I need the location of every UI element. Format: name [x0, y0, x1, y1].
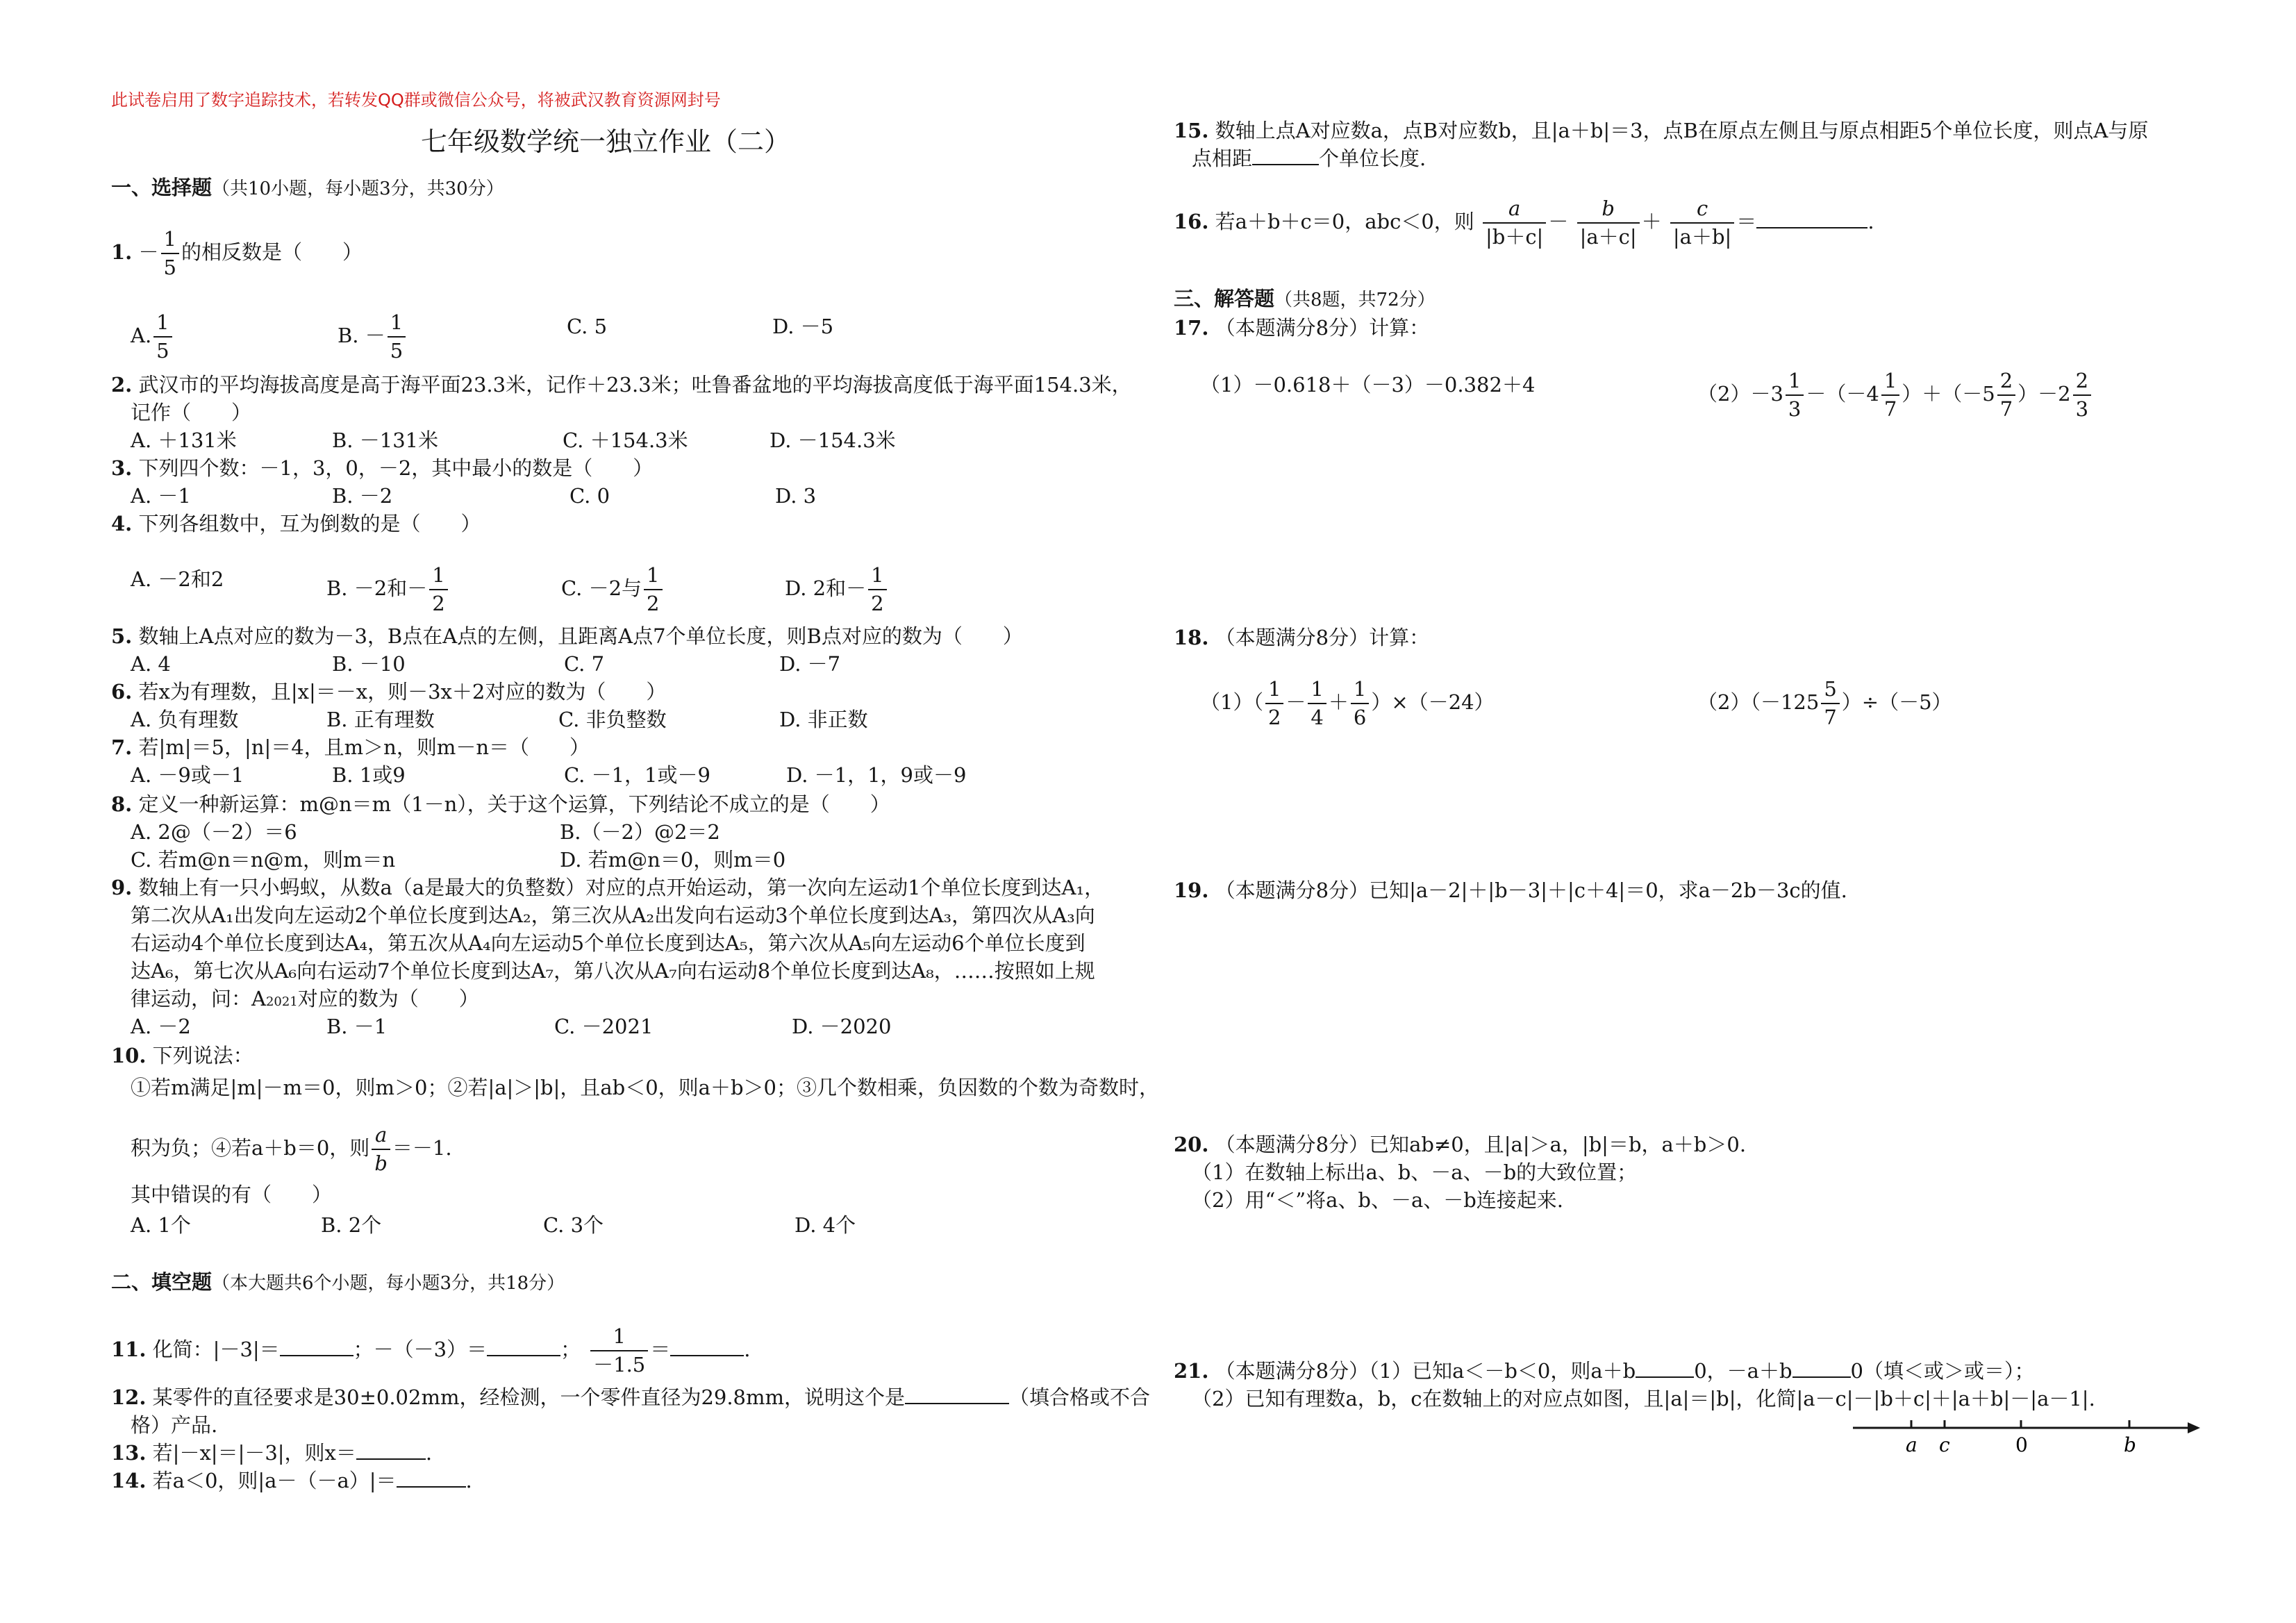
number-line-arrow: [2188, 1422, 2200, 1433]
section-1-title: 一、选择题: [111, 176, 213, 199]
q5-option-a[interactable]: A. 4: [131, 652, 171, 676]
q21-blank-2[interactable]: [1792, 1357, 1851, 1378]
q8-option-c[interactable]: C. 若m@n＝n@m，则m＝n: [131, 848, 396, 872]
q9-option-c[interactable]: C. －2021: [554, 1015, 654, 1038]
q6-option-a[interactable]: A. 负有理数: [131, 708, 239, 731]
section-1-note: （共10小题，每小题3分，共30分）: [212, 178, 504, 199]
q1-option-a[interactable]: A. $\frac{1}{5}$: [131, 313, 174, 361]
q9-option-a[interactable]: A. －2: [131, 1015, 191, 1038]
q2-option-b[interactable]: B. －131米: [332, 428, 439, 452]
q4-stem: 4. 下列各组数中，互为倒数的是（ ）: [111, 512, 481, 535]
label-a: a: [1906, 1433, 1918, 1456]
q8-option-b[interactable]: B.（－2）@2＝2: [560, 820, 720, 844]
q3-option-c[interactable]: C. 0: [569, 484, 610, 508]
q3-option-b[interactable]: B. －2: [332, 484, 393, 508]
label-c: c: [1939, 1433, 1950, 1456]
q4-option-a[interactable]: A. －2和2: [131, 567, 224, 591]
q18-stem: 18. （本题满分8分）计算：: [1174, 626, 1430, 649]
q15-stem-line1: 15. 数轴上点A对应数a，点B对应数b，且|a＋b|＝3，点B在原点左侧且与原点相距5个单位长度，则点A与原: [1174, 119, 2149, 142]
q9-stem-line3: 右运动4个单位长度到达A₄，第五次从A₄向左运动5个单位长度到达A₅，第六次从A₅向左运动6个单位长度到: [131, 931, 1085, 955]
q1-option-c[interactable]: C. 5: [567, 315, 608, 338]
q10-fraction: $\frac{a}{b}$: [372, 1125, 390, 1174]
q5-stem: 5. 数轴上A点对应的数为－3，B点在A点的左侧，且距离A点7个单位长度，则B点对应的数为（ ）: [111, 624, 1023, 648]
q8-stem: 8. 定义一种新运算：m@n＝m（1－n），关于这个运算，下列结论不成立的是（ ）: [111, 792, 890, 816]
q10-option-a[interactable]: A. 1个: [131, 1213, 191, 1237]
q5-option-d[interactable]: D. －7: [779, 652, 841, 676]
page-title: 七年级数学统一独立作业（二）: [421, 126, 791, 157]
section-3-heading: [1174, 285, 1436, 314]
q5-option-b[interactable]: B. －10: [332, 652, 406, 676]
q9-stem-line5: 律运动，问：A2021对应的数为（ ）: [131, 987, 479, 1010]
q9-stem-line2: 第二次从A₁出发向左运动2个单位长度到达A₂，第三次从A₂出发向右运动3个单位长度到达A₃，第四次从A₃向: [131, 904, 1095, 927]
q13-stem: 13. 若|－x|＝|－3|，则x＝ .: [111, 1439, 432, 1467]
q17-part-1: （1）－0.618＋（－3）－0.382＋4: [1200, 373, 1536, 397]
q8-option-a[interactable]: A. 2@（－2）＝6: [131, 820, 297, 844]
q4-option-b[interactable]: B. －2和－ $\frac{1}{2}$: [326, 565, 450, 614]
q11-fraction: $\frac{1}{-1.5}$: [590, 1326, 648, 1375]
q21-number-line: [1847, 1411, 2208, 1467]
q9-option-d[interactable]: D. －2020: [792, 1015, 892, 1038]
q8-option-d[interactable]: D. 若m@n＝0，则m＝0: [560, 848, 786, 872]
q11-blank-3[interactable]: [670, 1335, 744, 1356]
section-2-title: 二、填空题: [111, 1270, 213, 1294]
q18-part-1: （1）（ $\frac{1}{2}$ － $\frac{1}{4}$ ＋ $\frac{1}{6}$ ）×（－24）: [1200, 677, 1495, 729]
section-2-heading: [111, 1268, 565, 1297]
q16-stem: 16. 若a＋b＋c＝0，abc＜0，则 $\frac{a}{|b+c|}$ － $\frac{b}{|a+c|}$ ＋ $\frac{c}{|a+b|}$ ＝ .: [1174, 197, 1874, 249]
q2-option-a[interactable]: A. ＋131米: [131, 428, 237, 452]
q7-option-a[interactable]: A. －9或－1: [131, 763, 244, 787]
q12-blank[interactable]: [905, 1383, 1009, 1404]
q12-stem-line2: 格）产品.: [131, 1413, 218, 1437]
q4-option-d[interactable]: D. 2和－ $\frac{1}{2}$: [785, 565, 889, 614]
q10-statements-line2: 积为负；④若a＋b＝0，则 $\frac{a}{b}$ ＝－1.: [131, 1123, 452, 1175]
q7-option-c[interactable]: C. －1，1或－9: [564, 763, 710, 787]
q11-blank-1[interactable]: [280, 1335, 353, 1356]
tracking-notice: 此试卷启用了数字追踪技术，若转发QQ群或微信公众号，将被武汉教育资源网封号: [111, 90, 721, 110]
q10-stem: 10. 下列说法：: [111, 1044, 253, 1067]
q16-fraction-1: $\frac{a}{|b+c|}$: [1483, 199, 1546, 247]
q3-option-a[interactable]: A. －1: [131, 484, 191, 508]
q2-stem-line1: 2. 武汉市的平均海拔高度是高于海平面23.3米，记作＋23.3米；吐鲁番盆地的平均海拔高度低于海平面154.3米，: [111, 373, 1132, 397]
q10-option-c[interactable]: C. 3个: [543, 1213, 604, 1237]
section-3-note: （共8题，共72分）: [1274, 290, 1436, 310]
q15-blank[interactable]: [1252, 144, 1319, 165]
label-b: b: [2124, 1433, 2136, 1456]
section-3-title: 三、解答题: [1174, 287, 1275, 310]
q14-blank[interactable]: [397, 1467, 466, 1488]
q3-stem: 3. 下列四个数：－1，3，0，－2，其中最小的数是（ ）: [111, 456, 654, 480]
q10-stem-question: 其中错误的有（ ）: [131, 1183, 333, 1206]
q17-part-2: （2）－3 $\frac{1}{3}$ －（－4 $\frac{1}{7}$ ）＋（－5 $\frac{2}{7}$ ）－2 $\frac{2}{3}$: [1697, 371, 2093, 419]
q21-part-2: （2）已知有理数a，b，c在数轴上的对应点如图，且|a|＝|b|，化简|a－c|－|b＋c|＋|a＋b|－|a－1|.: [1192, 1387, 2095, 1410]
q1-number: 1.: [111, 240, 133, 264]
q10-option-d[interactable]: D. 4个: [795, 1213, 856, 1237]
q6-option-c[interactable]: C. 非负整数: [558, 708, 667, 731]
q7-option-d[interactable]: D. －1，1，9或－9: [786, 763, 967, 787]
q6-option-d[interactable]: D. 非正数: [779, 708, 868, 731]
q1-option-d[interactable]: D. －5: [772, 315, 834, 338]
q21-stem: 21. （本题满分8分）（1）已知a＜－b＜0，则a＋b 0，－a＋b 0（填＜或＞或＝）；: [1174, 1357, 2035, 1385]
q10-option-b[interactable]: B. 2个: [321, 1213, 382, 1237]
q7-stem: 7. 若|m|＝5，|n|＝4，且m＞n，则m－n＝（ ）: [111, 735, 590, 759]
q15-stem-line2: 点相距 个单位长度.: [1192, 144, 1426, 172]
q3-option-d[interactable]: D. 3: [775, 484, 817, 508]
q13-blank[interactable]: [356, 1439, 426, 1460]
q1-minus: －: [138, 240, 159, 264]
q1-stem: [111, 229, 363, 278]
q9-option-b[interactable]: B. －1: [326, 1015, 388, 1038]
q17-stem: 17. （本题满分8分）计算：: [1174, 316, 1430, 340]
q7-option-b[interactable]: B. 1或9: [332, 763, 406, 787]
q20-stem: 20. （本题满分8分）已知ab≠0，且|a|＞a，|b|＝b，a＋b＞0.: [1174, 1133, 1747, 1156]
q16-fraction-3: $\frac{c}{|a+b|}$: [1670, 199, 1734, 247]
q16-blank[interactable]: [1756, 208, 1867, 228]
q1-text: 的相反数是（ ）: [181, 240, 363, 264]
q14-stem: 14. 若a＜0，则|a－（－a）|＝ .: [111, 1467, 472, 1495]
label-0: 0: [2015, 1433, 2028, 1456]
q6-option-b[interactable]: B. 正有理数: [326, 708, 435, 731]
section-1-heading: [111, 174, 504, 203]
q9-stem-line1: 9. 数轴上有一只小蚂蚁，从数a（a是最大的负整数）对应的点开始运动，第一次向左运动1个单位长度到达A₁，: [111, 876, 1105, 899]
q4-option-c[interactable]: C. －2与 $\frac{1}{2}$: [561, 565, 665, 614]
q2-option-d[interactable]: D. －154.3米: [770, 428, 896, 452]
section-2-note: （本大题共6个小题，每小题3分，共18分）: [212, 1273, 565, 1294]
q16-fraction-2: $\frac{b}{|a+c|}$: [1577, 199, 1640, 247]
q18-part-2: （2）（－125 $\frac{5}{7}$ ）÷（－5）: [1697, 677, 1952, 729]
q5-option-c[interactable]: C. 7: [564, 652, 605, 676]
q21-blank-1[interactable]: [1636, 1357, 1694, 1378]
q6-stem: 6. 若x为有理数，且|x|＝－x，则－3x＋2对应的数为（ ）: [111, 680, 667, 704]
q11-stem: 11. 化简：|－3|＝ ；－（－3）＝ ； $\frac{1}{-1.5}$ ＝ .: [111, 1324, 751, 1376]
q10-statements-line1: ①若m满足|m|－m＝0，则m＞0；②若|a|＞|b|，且ab＜0，则a＋b＞0；③几个数相乘，负因数的个数为奇数时，: [131, 1076, 1159, 1099]
q19-stem: 19. （本题满分8分）已知|a－2|＋|b－3|＋|c＋4|＝0，求a－2b－3c的值.: [1174, 879, 1847, 902]
q2-stem-line2: 记作（ ）: [131, 401, 252, 424]
q2-option-c[interactable]: C. ＋154.3米: [563, 428, 688, 452]
q11-blank-2[interactable]: [487, 1335, 560, 1356]
q20-part-2: （2）用“＜”将a、b、－a、－b连接起来.: [1192, 1188, 1564, 1212]
q9-stem-line4: 达A₆，第七次从A₆向右运动7个单位长度到达A₇，第八次从A₇向右运动8个单位长度到达A₈，……按照如上规: [131, 959, 1095, 983]
q20-part-1: （1）在数轴上标出a、b、－a、－b的大致位置；: [1192, 1160, 1638, 1184]
q1-option-b[interactable]: B. － $\frac{1}{5}$: [338, 313, 408, 361]
q12-stem-line1: 12. 某零件的直径要求是30±0.02mm，经检测，一个零件直径为29.8mm，说明这个是 （填合格或不合: [111, 1383, 1150, 1411]
q1-fraction: $\frac{1}{5}$: [161, 229, 179, 278]
